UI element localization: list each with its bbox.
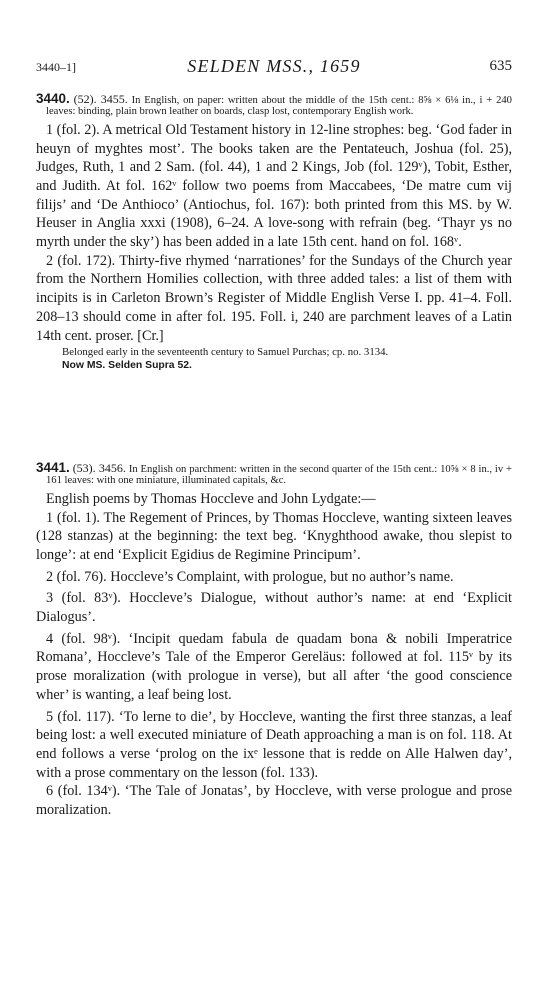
- entry-item-3: 3 (fol. 83ᵛ). Hoccleve’s Dialogue, without author’s name: at end ‘Explicit Dialogus’.: [36, 590, 512, 626]
- entry-item-4: 4 (fol. 98ᵛ). ‘Incipit quedam fabula de quadam bona & nobili Imperatrice Romana’, Hoccleve’s Tale of the Emperor Gereläus: followed at fol. 115ᵛ by its prose moralization (with prologue in verse), but all after ‘the good conscience wher’ is wanting, a leaf being lost.: [36, 630, 512, 703]
- entry-item-5: 5 (fol. 117). ‘To lerne to die’, by Hoccleve, wanting the first three stanzas, a leaf being lost: a well executed miniature of Death approaching a man is on fol. 118. At end follows a verse ‘prolog on the ixᵉ lessone that is redde on Alle Halwen day’, with a prose commentary on the lesson (fol. 133).: [36, 708, 512, 781]
- entry-intro: English poems by Thomas Hoccleve and John Lydgate:—: [46, 490, 376, 507]
- entry-item-1: 1 (fol. 1). The Regement of Princes, by Thomas Hoccleve, wanting sixteen leaves (128 stanzas) at the beginning: the text beg. ‘Knyghthood awake, thou slepist to longe’: at end ‘Explicit Egidius de Regimine Principum’.: [36, 509, 512, 563]
- catalogue-entry-3440: [36, 93, 512, 373]
- entry-item-1: 1 (fol. 2). A metrical Old Testament history in 12-line strophes: beg. ‘God fader in heuyn of myghtes most’. The books taken are the Pentateuch, Joshua (fol. 25), Judges, Ruth, 1 and 2 Sam. (fol. 44), 1 and 2 Kings, Job (fol. 129ᵛ), Tobit, Esther, and Judith. At fol. 162ᵛ follow two poems from Maccabees, ‘De matre cum vij filijs’ and ‘De Anthioco’ (Antiochus, fol. 167): both printed from this MS. by W. Heuser in Anglia xxxi (1908), 6–24. A love-song with refrain (beg. ‘Thayr ys no myrth under the sky’) has been added in a late 15th cent. hand on fol. 168ᵛ.: [36, 121, 512, 251]
- running-header: [36, 56, 512, 80]
- header-title: SELDEN MSS., 1659: [187, 56, 361, 76]
- entry-number: 3441.: [36, 460, 70, 475]
- entry-description: [36, 93, 512, 118]
- entry-description: [36, 462, 512, 487]
- shelfmark-note: [36, 359, 512, 372]
- entry-item-6: 6 (fol. 134ᵛ). ‘The Tale of Jonatas’, by Hoccleve, with verse prologue and prose moralization.: [36, 783, 512, 819]
- entry-reference: (52). 3455.: [73, 92, 128, 106]
- entry-reference: (53). 3456.: [72, 461, 126, 475]
- page-number: 635: [489, 58, 512, 74]
- provenance-note: Belonged early in the seventeenth century to Samuel Purchas; cp. no. 3134.: [62, 346, 389, 359]
- shelfmark: Now MS. Selden Supra 52.: [62, 360, 192, 372]
- entry-physical-description: In English, on paper: written about the middle of the 15th cent.: 8⅝ × 6⅛ in., i + 240 leaves: binding, plain brown leather on boards, clasp lost, contemporary English work.: [46, 95, 512, 118]
- catalogue-entry-3441: [36, 462, 512, 820]
- header-range: 3440–1]: [36, 60, 76, 74]
- entry-item-2: 2 (fol. 172). Thirty-five rhymed ‘narrationes’ for the Sundays of the Church year from the Northern Homilies collection, with three added tales: a list of them with incipits is in Carleton Brown’s Register of Middle English Verse I. pp. 41–4. Foll. 208–13 should come in after fol. 195. Foll. i, 240 are parchment leaves of a Latin 14th cent. proser. [Cr.]: [36, 252, 512, 344]
- entry-item-2: 2 (fol. 76). Hoccleve’s Complaint, with prologue, but no author’s name.: [46, 568, 454, 585]
- entry-number: 3440.: [36, 91, 70, 106]
- entry-physical-description: In English on parchment: written in the second quarter of the 15th cent.: 10⅝ × 8 in., iv + 161 leaves: with one miniature, illuminated capitals, &c.: [46, 464, 513, 487]
